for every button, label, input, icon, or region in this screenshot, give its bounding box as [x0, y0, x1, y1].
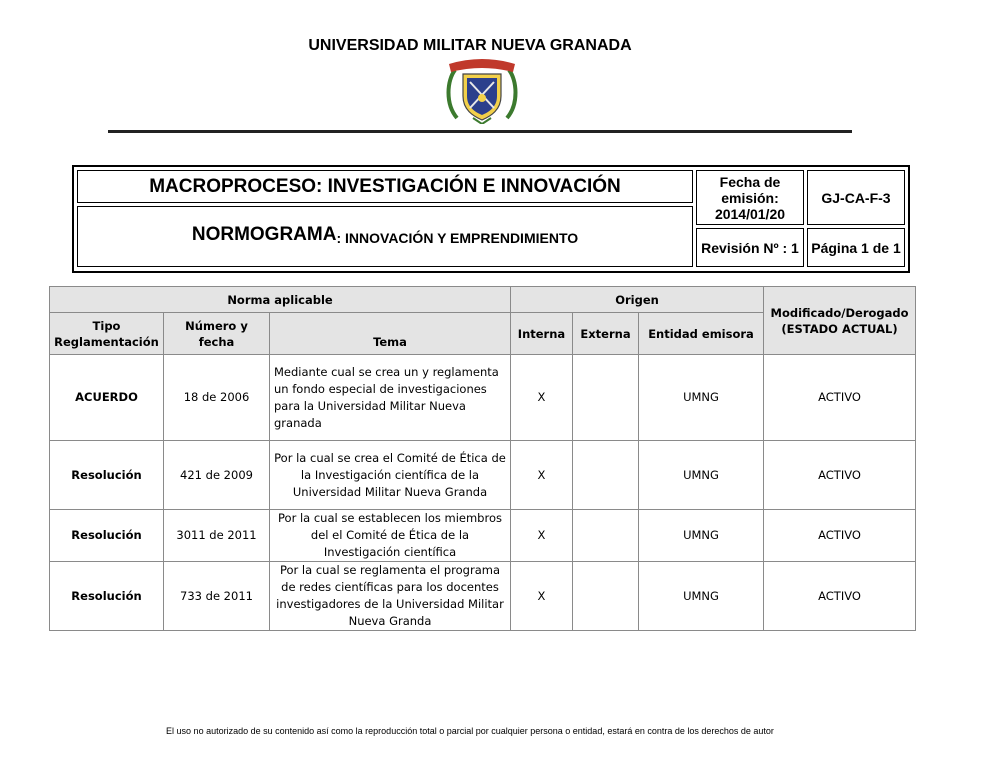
cell-numero: 3011 de 2011 [164, 510, 270, 562]
cell-entidad: UMNG [639, 562, 764, 631]
cell-externa [573, 355, 639, 441]
table-row [50, 355, 916, 441]
university-title: UNIVERSIDAD MILITAR NUEVA GRANADA [308, 37, 632, 54]
header-modificado-derogado: Modificado/Derogado (ESTADO ACTUAL) [764, 287, 916, 355]
normograma-subtitle: : INNOVACIÓN Y EMPRENDIMIENTO [336, 230, 579, 246]
header-divider [108, 130, 852, 133]
emission-date-value: 2014/01/20 [714, 205, 786, 222]
cell-interna: X [511, 355, 573, 441]
revision-number: Revisión Nº : 1 [696, 228, 804, 267]
cell-entidad: UMNG [639, 510, 764, 562]
university-crest-logo [443, 58, 521, 124]
normograma-main: NORMOGRAMA [191, 224, 337, 245]
cell-tema: Por la cual se crea el Comité de Ética de la Investigación científica de la Universidad Militar Nueva Granda [270, 441, 511, 510]
cell-tipo: Resolución [50, 441, 164, 510]
cell-externa [573, 510, 639, 562]
cell-estado: ACTIVO [764, 355, 916, 441]
page-number: Página 1 de 1 [807, 228, 905, 267]
normograma-title [77, 206, 693, 267]
cell-estado: ACTIVO [764, 510, 916, 562]
cell-tema: Por la cual se reglamenta el programa de redes científicas para los docentes investigadores de la Universidad Militar Nueva Granda [270, 562, 511, 631]
macroproceso-title: MACROPROCESO: INVESTIGACIÓN E INNOVACIÓN [77, 170, 693, 203]
cell-numero: 421 de 2009 [164, 441, 270, 510]
emission-date-label: Fecha de emisión: [719, 173, 781, 206]
copyright-footer: El uso no autorizado de su contenido así como la reproducción total o parcial por cualquier persona o entidad, estará en contra de los derechos de autor [166, 726, 774, 736]
cell-entidad: UMNG [639, 441, 764, 510]
header-interna: Interna [511, 313, 573, 355]
cell-numero: 733 de 2011 [164, 562, 270, 631]
table-row [50, 562, 916, 631]
cell-externa [573, 441, 639, 510]
cell-externa [573, 562, 639, 631]
document-header-box [72, 165, 910, 273]
table-row [50, 441, 916, 510]
normograma-table [49, 286, 916, 631]
cell-numero: 18 de 2006 [164, 355, 270, 441]
header-tipo-reglamentacion: Tipo Reglamentación [50, 313, 164, 355]
cell-tema: Por la cual se establecen los miembros del el Comité de Ética de la Investigación científica [270, 510, 511, 562]
emission-date-cell [696, 170, 804, 225]
table-row [50, 510, 916, 562]
cell-interna: X [511, 441, 573, 510]
header-externa: Externa [573, 313, 639, 355]
header-entidad-emisora: Entidad emisora [639, 313, 764, 355]
document-code: GJ-CA-F-3 [807, 170, 905, 225]
cell-tipo: Resolución [50, 562, 164, 631]
cell-entidad: UMNG [639, 355, 764, 441]
cell-interna: X [511, 562, 573, 631]
header-origen: Origen [511, 287, 764, 313]
header-norma-aplicable: Norma aplicable [50, 287, 511, 313]
cell-estado: ACTIVO [764, 441, 916, 510]
cell-interna: X [511, 510, 573, 562]
cell-tipo: Resolución [50, 510, 164, 562]
cell-estado: ACTIVO [764, 562, 916, 631]
header-tema: Tema [270, 313, 511, 355]
header-numero-fecha: Número y fecha [164, 313, 270, 355]
cell-tema: Mediante cual se crea un y reglamenta un fondo especial de investigaciones para la Universidad Militar Nueva granada [270, 355, 511, 441]
cell-tipo: ACUERDO [50, 355, 164, 441]
